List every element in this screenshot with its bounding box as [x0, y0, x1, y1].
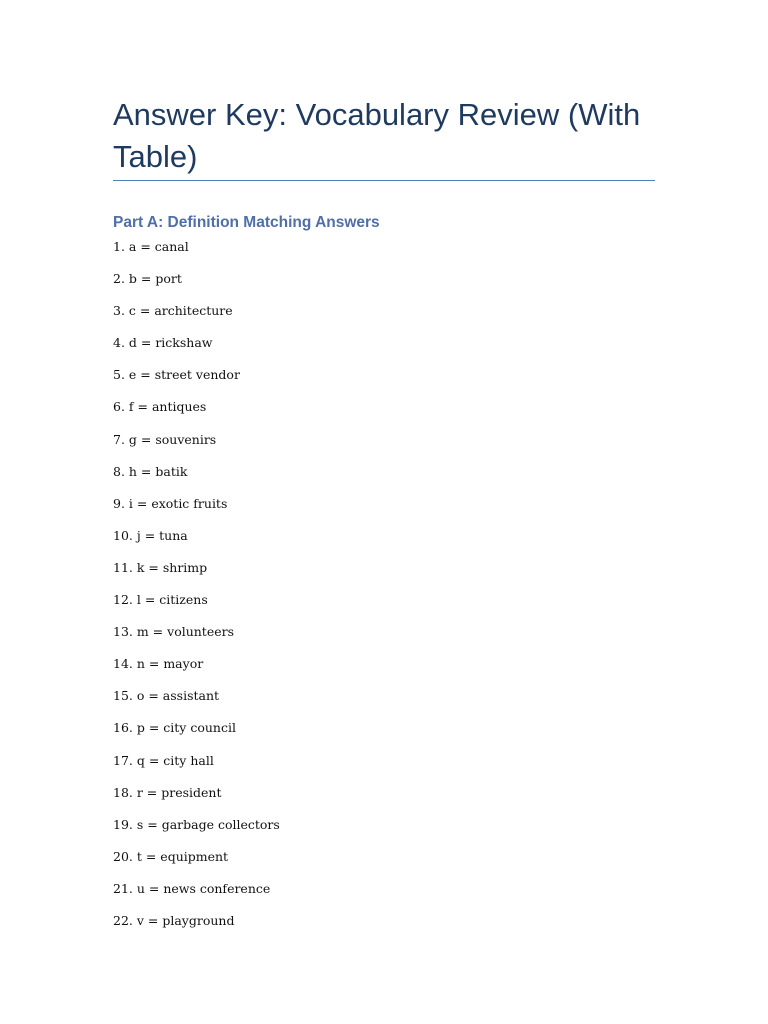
answer-item-21: 21. u = news conference — [113, 880, 271, 896]
answer-item-8: 8. h = batik — [113, 463, 188, 479]
answer-item-14: 14. n = mayor — [113, 656, 204, 672]
answer-item-10: 10. j = tuna — [113, 527, 188, 543]
answer-item-9: 9. i = exotic fruits — [113, 495, 228, 511]
answer-item-2: 2. b = port — [113, 271, 182, 287]
answer-item-12: 12. l = citizens — [113, 592, 208, 608]
answer-item-5: 5. e = street vendor — [113, 367, 240, 383]
answer-item-1: 1. a = canal — [113, 239, 189, 254]
part-a-heading: Part A: Definition Matching Answers — [113, 214, 380, 231]
answer-item-18: 18. r = president — [113, 784, 222, 800]
answer-item-11: 11. k = shrimp — [113, 559, 208, 575]
answer-item-3: 3. c = architecture — [113, 303, 233, 319]
answer-item-13: 13. m = volunteers — [113, 624, 235, 640]
answer-item-7: 7. g = souvenirs — [113, 431, 217, 447]
answer-item-20: 20. t = equipment — [113, 848, 229, 864]
answer-item-19: 19. s = garbage collectors — [113, 816, 280, 832]
page-title: Answer Key: Vocabulary Review (With Table) — [113, 97, 641, 174]
answer-item-17: 17. q = city hall — [113, 752, 214, 768]
answer-item-15: 15. o = assistant — [113, 688, 220, 704]
answer-item-22: 22. v = playground — [113, 912, 235, 928]
answer-item-6: 6. f = antiques — [113, 399, 207, 415]
answer-item-16: 16. p = city council — [113, 720, 236, 736]
answer-list — [113, 238, 280, 944]
answer-item-4: 4. d = rickshaw — [113, 335, 213, 351]
title-underline — [113, 180, 655, 181]
